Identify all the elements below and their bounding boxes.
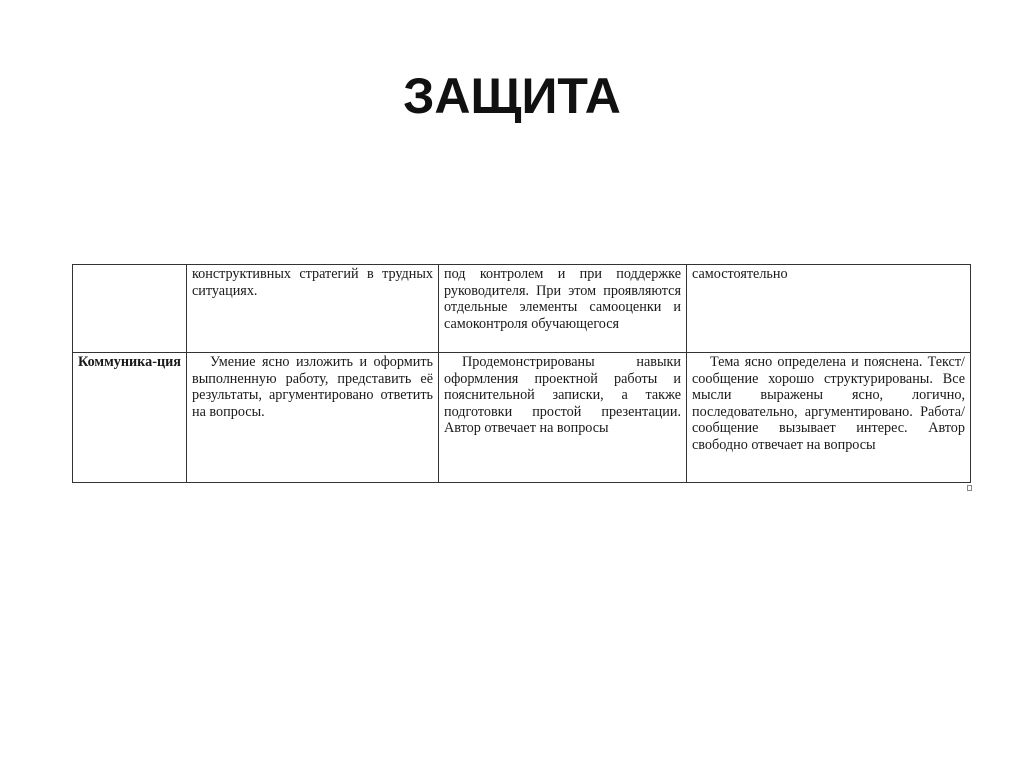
slide-title: ЗАЩИТА xyxy=(403,68,621,124)
criterion-cell xyxy=(73,265,187,353)
table-row xyxy=(73,265,971,353)
level-cell: под контролем и при поддержке руководителя. При этом проявляются отдельные элементы самооценки и самоконтроля обучающегося xyxy=(439,265,687,353)
level-cell: Тема ясно определена и пояснена. Текст/сообщение хорошо структурированы. Все мысли выражены ясно, логично, последовательно, аргументировано. Работа/сообщение вызывает интерес. Автор свободно отвечает на вопросы xyxy=(687,353,971,483)
table-row xyxy=(73,353,971,483)
description-cell: Умение ясно изложить и оформить выполненную работу, представить её результаты, аргументировано ответить на вопросы. xyxy=(187,353,439,483)
end-of-cell-mark-icon xyxy=(967,485,972,491)
criterion-cell: Коммуника-ция xyxy=(73,353,187,483)
level-cell: Продемонстрированы навыки оформления проектной работы и пояснительной записки, а также подготовки простой презентации. Автор отвечает на вопросы xyxy=(439,353,687,483)
level-cell: самостоятельно xyxy=(687,265,971,353)
assessment-table xyxy=(72,264,971,483)
description-cell: конструктивных стратегий в трудных ситуациях. xyxy=(187,265,439,353)
